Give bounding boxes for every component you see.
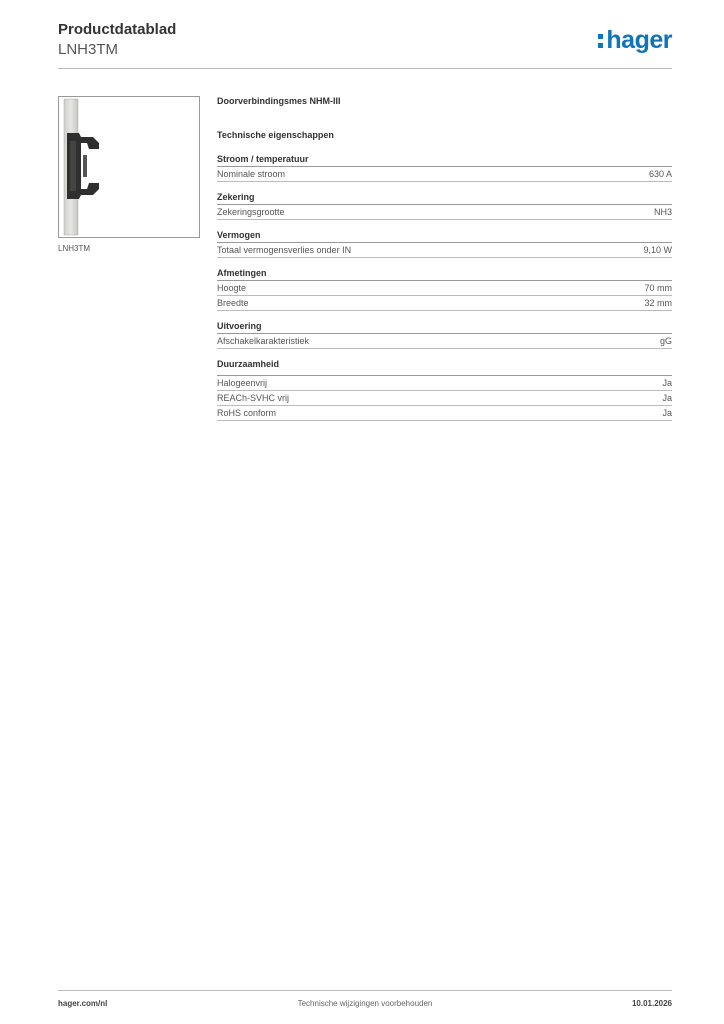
tech-heading: Technische eigenschappen xyxy=(217,130,334,140)
spec-label: Hoogte xyxy=(217,283,247,293)
spec-label: REACh-SVHC vrij xyxy=(217,393,290,403)
spec-value: gG xyxy=(659,336,672,346)
footer-divider xyxy=(58,990,672,991)
product-photo-icon xyxy=(59,97,199,237)
spec-row xyxy=(217,334,672,349)
section-title: Duurzaamheid xyxy=(217,359,672,376)
logo-dots-icon xyxy=(598,33,604,49)
section-afmetingen xyxy=(217,268,672,311)
section-vermogen xyxy=(217,230,672,258)
spec-row xyxy=(217,391,672,406)
section-zekering xyxy=(217,192,672,220)
product-name: Doorverbindingsmes NHM-III xyxy=(217,96,341,106)
section-duurzaamheid xyxy=(217,359,672,421)
section-title: Stroom / temperatuur xyxy=(217,154,672,167)
spec-label: Breedte xyxy=(217,298,249,308)
spec-content xyxy=(217,96,672,431)
section-title: Zekering xyxy=(217,192,672,205)
section-title: Afmetingen xyxy=(217,268,672,281)
page-title: Productdatablad xyxy=(58,21,177,38)
hager-logo[interactable] xyxy=(598,26,672,55)
image-caption: LNH3TM xyxy=(58,244,91,253)
spec-row xyxy=(217,281,672,296)
spec-label: Afschakelkarakteristiek xyxy=(217,336,310,346)
section-stroom xyxy=(217,154,672,182)
product-image xyxy=(58,96,200,238)
footer-date: 10.01.2026 xyxy=(631,999,672,1008)
spec-value: Ja xyxy=(662,408,672,418)
spec-row xyxy=(217,376,672,391)
spec-row xyxy=(217,167,672,182)
spec-label: Totaal vermogensverlies onder IN xyxy=(217,245,352,255)
section-uitvoering xyxy=(217,321,672,349)
spec-value: NH3 xyxy=(653,207,672,217)
spec-value: 9,10 W xyxy=(643,245,672,255)
spec-value: 32 mm xyxy=(644,298,672,308)
spec-label: Nominale stroom xyxy=(217,169,286,179)
section-title: Uitvoering xyxy=(217,321,672,334)
page-header xyxy=(58,20,672,60)
spec-value: 630 A xyxy=(648,169,672,179)
spec-row xyxy=(217,205,672,220)
product-code: LNH3TM xyxy=(58,41,119,58)
spec-value: Ja xyxy=(662,378,672,388)
spec-row xyxy=(217,296,672,311)
spec-label: RoHS conform xyxy=(217,408,277,418)
spec-value: Ja xyxy=(662,393,672,403)
spec-row xyxy=(217,406,672,421)
footer-notice: Technische wijzigingen voorbehouden xyxy=(297,999,433,1008)
logo-text: hager xyxy=(606,26,672,54)
spec-row xyxy=(217,243,672,258)
spec-value: 70 mm xyxy=(644,283,672,293)
spec-label: Zekeringsgrootte xyxy=(217,207,285,217)
section-title: Vermogen xyxy=(217,230,672,243)
header-divider xyxy=(58,68,672,69)
footer-website-link[interactable]: hager.com/nl xyxy=(58,999,108,1008)
spec-label: Halogeenvrij xyxy=(217,378,268,388)
